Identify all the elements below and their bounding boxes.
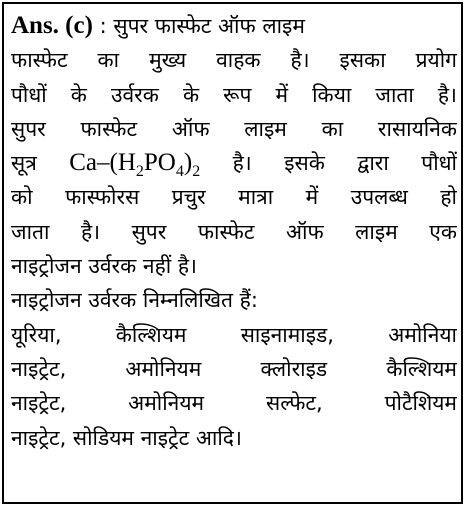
answer-line-2: फास्फेट का मुख्य वाहक है। इसका प्रयोग bbox=[11, 48, 457, 73]
answer-line-8: नाइट्रोजन उर्वरक नहीं है। bbox=[11, 254, 197, 279]
answer-line-4: सुपर फास्फेट ऑफ लाइम का रासायनिक bbox=[11, 116, 457, 141]
answer-line-6: को फास्फोरस प्रचुर मात्रा में उपलब्ध हो bbox=[11, 185, 457, 210]
answer-line-5 bbox=[11, 146, 457, 180]
answer-line-9: नाइट्रोजन उर्वरक निम्नलिखित हैं: bbox=[11, 288, 258, 313]
answer-line-1-text: सुपर फास्फेट ऑफ लाइम bbox=[113, 14, 305, 38]
answer-line-3: पौधों के उर्वरक के रूप में किया जाता है। bbox=[11, 82, 457, 107]
answer-line-1 bbox=[11, 9, 457, 43]
answer-line-11: नाइट्रेट, अमोनियम क्लोराइड कैल्शियम bbox=[11, 356, 457, 381]
answer-line-5-pre: सूत्र bbox=[11, 151, 37, 176]
answer-line-5-post: है। इसके द्वारा पौधों bbox=[232, 151, 457, 176]
answer-separator: : bbox=[99, 14, 107, 38]
answer-line-7: जाता है। सुपर फास्फेट ऑफ लाइम एक bbox=[11, 219, 457, 244]
answer-line-12: नाइट्रेट, अमोनियम सल्फेट, पोटैशियम bbox=[11, 391, 457, 416]
answer-line-13: नाइट्रेट, सोडियम नाइट्रेट आदि। bbox=[11, 425, 242, 450]
answer-label: Ans. (c) bbox=[11, 12, 93, 39]
answer-line-10: यूरिया, कैल्शियम साइनामाइड, अमोनिया bbox=[11, 322, 457, 347]
chemical-formula: $Ca-(H_2PO_4)_2$ bbox=[69, 149, 201, 181]
answer-box bbox=[2, 2, 463, 504]
